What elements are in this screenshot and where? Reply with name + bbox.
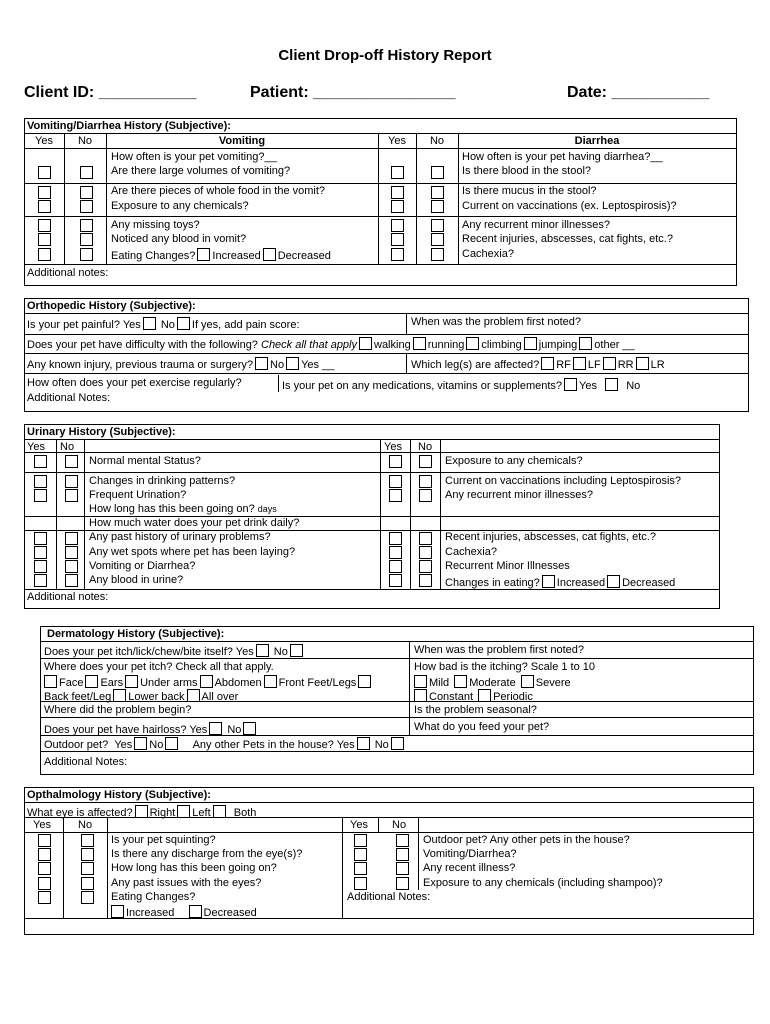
opt-yes-header: Yes <box>350 819 368 831</box>
uri-yes-checkbox[interactable] <box>389 532 402 545</box>
which-leg-label: Which leg(s) are affected? <box>411 359 540 371</box>
lf-checkbox[interactable] <box>573 357 586 370</box>
uri-question: Frequent Urination? <box>89 489 187 501</box>
dia-no-checkbox[interactable] <box>431 233 444 246</box>
opt-increased-checkbox[interactable] <box>111 905 124 918</box>
derm-notes-label: Additional Notes: <box>44 756 128 768</box>
injury-yes-checkbox[interactable] <box>286 357 299 370</box>
vom-yes-checkbox[interactable] <box>38 233 51 246</box>
increased-checkbox[interactable] <box>197 248 210 261</box>
dia-yes-checkbox[interactable] <box>391 166 404 179</box>
uri-howlong-row <box>89 503 277 516</box>
dia-question: Cachexia? <box>462 248 514 260</box>
uri-yes-checkbox[interactable] <box>34 475 47 488</box>
hairloss-label: Does your pet have hairloss? Yes <box>44 724 208 736</box>
uri-question: Normal mental Status? <box>89 455 201 467</box>
severe-label: Severe <box>535 677 571 689</box>
uri-question: Any blood in urine? <box>89 574 184 586</box>
uri-howlong-label: How long has this been going on? <box>89 503 255 515</box>
painful-no-checkbox[interactable] <box>177 317 190 330</box>
other-pets-no-label: No <box>374 739 389 751</box>
painful-yes-checkbox[interactable] <box>143 317 156 330</box>
vom-yes-checkbox[interactable] <box>38 200 51 213</box>
right-eye-label: Right <box>149 807 176 819</box>
vom-question: Noticed any blood in vomit? <box>111 233 247 245</box>
opt-yes-checkbox[interactable] <box>38 891 51 904</box>
periodic-label: Periodic <box>493 691 533 703</box>
painful-yes-label: Yes <box>122 319 141 331</box>
opt-no-checkbox[interactable] <box>396 862 409 875</box>
opt-no-checkbox[interactable] <box>81 848 94 861</box>
where-begin-label: Where did the problem begin? <box>44 704 192 716</box>
med-yes-checkbox[interactable] <box>564 378 577 391</box>
mild-label: Mild <box>429 677 450 689</box>
dia-no-checkbox[interactable] <box>431 166 444 179</box>
uri-no-checkbox[interactable] <box>419 560 432 573</box>
uri-right-question: Recent injuries, abscesses, cat fights, etc.? <box>445 531 656 543</box>
pain-score-label: If yes, add pain score: <box>191 319 300 331</box>
difficulty-row <box>27 337 635 352</box>
constant-label: Constant <box>429 691 474 703</box>
other-pets-yes-checkbox[interactable] <box>357 737 370 750</box>
uri-no-header: No <box>418 441 433 453</box>
vom-no-checkbox[interactable] <box>80 248 93 261</box>
opt-no-checkbox[interactable] <box>81 862 94 875</box>
running-label: running <box>427 339 465 351</box>
back-feet-checkbox[interactable] <box>113 689 126 702</box>
optha-notes-label: Additional Notes: <box>347 891 431 903</box>
uri-increased-label: Increased <box>556 577 606 589</box>
dia-question: Any recurrent minor illnesses? <box>462 219 610 231</box>
itch-label: Does your pet itch/lick/chew/bite itself? Yes <box>44 646 254 658</box>
derm-first-noted-label: When was the problem first noted? <box>414 644 584 656</box>
uri-no-checkbox[interactable] <box>65 532 78 545</box>
hairloss-row <box>44 722 258 737</box>
uri-eating-label: Changes in eating? <box>445 577 540 589</box>
uri-yes-checkbox[interactable] <box>34 546 47 559</box>
opt-yes-checkbox[interactable] <box>38 877 51 890</box>
increased-label: Increased <box>212 250 261 262</box>
optha-section-title: Opthalmology History (Subjective): <box>27 789 211 801</box>
vomiting-column-header: Vomiting <box>218 135 266 147</box>
uri-question: Changes in drinking patterns? <box>89 475 236 487</box>
opt-right-question: Outdoor pet? Any other pets in the house? <box>423 834 630 846</box>
vom-question: Are there large volumes of vomiting? <box>111 165 291 177</box>
opt-right-question: Any recent illness? <box>423 862 516 874</box>
uri-increased-checkbox[interactable] <box>542 575 555 588</box>
opt-no-checkbox[interactable] <box>396 848 409 861</box>
painful-row <box>27 317 300 332</box>
opt-yes-checkbox[interactable] <box>38 834 51 847</box>
constant-checkbox[interactable] <box>414 689 427 702</box>
opt-question: Any past issues with the eyes? <box>111 877 262 889</box>
moderate-label: Moderate <box>469 677 516 689</box>
first-noted-label: When was the problem first noted? <box>411 316 581 328</box>
uri-yes-header: Yes <box>384 441 402 453</box>
moderate-checkbox[interactable] <box>454 675 467 688</box>
opt-no-checkbox[interactable] <box>81 877 94 890</box>
lf-label: LF <box>587 359 601 371</box>
uri-right-question: Exposure to any chemicals? <box>445 455 583 467</box>
itch-yes-checkbox[interactable] <box>256 644 269 657</box>
diarrhea-column-header: Diarrhea <box>574 135 620 147</box>
opt-right-question: Vomiting/Diarrhea? <box>423 848 517 860</box>
itch-location-row-2 <box>44 689 238 704</box>
rr-checkbox[interactable] <box>603 357 616 370</box>
walking-label: walking <box>374 339 411 351</box>
decreased-label: Decreased <box>277 250 331 262</box>
vom-question: Any missing toys? <box>111 219 200 231</box>
medications-label: Is your pet on any medications, vitamins or supplements? <box>282 380 563 392</box>
dia-question: Current on vaccinations (ex. Leptospirosis)? <box>462 200 677 212</box>
outdoor-no-label: No <box>149 739 164 751</box>
ortho-section <box>24 298 749 412</box>
dia-no-header: No <box>429 135 445 147</box>
uri-yes-checkbox[interactable] <box>34 560 47 573</box>
lr-checkbox[interactable] <box>636 357 649 370</box>
outdoor-yes-label: Yes <box>114 739 133 751</box>
both-eyes-label: Both <box>233 807 257 819</box>
uri-decreased-checkbox[interactable] <box>607 575 620 588</box>
jumping-checkbox[interactable] <box>524 337 537 350</box>
dia-yes-checkbox[interactable] <box>391 248 404 261</box>
urinary-section-title: Urinary History (Subjective): <box>27 426 176 438</box>
back-feet-label: Back feet/Leg <box>44 691 112 703</box>
running-checkbox[interactable] <box>413 337 426 350</box>
uri-no-checkbox[interactable] <box>419 475 432 488</box>
uri-question: Any wet spots where pet has been laying? <box>89 546 296 558</box>
uri-yes-checkbox[interactable] <box>389 489 402 502</box>
vomiting-section-title: Vomiting/Diarrhea History (Subjective): <box>27 120 231 132</box>
severity-row <box>412 675 571 690</box>
page-title: Client Drop-off History Report <box>278 47 492 64</box>
under-arms-label: Under arms <box>140 677 198 689</box>
opt-yes-checkbox[interactable] <box>38 862 51 875</box>
ears-label: Ears <box>100 677 124 689</box>
dia-question: Is there blood in the stool? <box>462 165 592 177</box>
itch-row <box>44 644 305 659</box>
uri-no-checkbox[interactable] <box>419 532 432 545</box>
uri-decreased-label: Decreased <box>622 577 676 589</box>
uri-yes-checkbox[interactable] <box>34 574 47 587</box>
ortho-notes-label: Additional Notes: <box>27 392 111 404</box>
opt-no-checkbox[interactable] <box>81 834 94 847</box>
itch-no-checkbox[interactable] <box>290 644 303 657</box>
urinary-notes-label: Additional notes: <box>27 591 109 603</box>
outdoor-label: Outdoor pet? <box>44 739 109 751</box>
vom-question: How often is your pet vomiting?__ <box>111 151 277 163</box>
vomiting-notes-label: Additional notes: <box>27 267 109 279</box>
left-eye-label: Left <box>192 807 211 819</box>
opt-yes-checkbox[interactable] <box>354 848 367 861</box>
opt-decreased-checkbox[interactable] <box>189 905 202 918</box>
opt-no-header: No <box>392 819 407 831</box>
dia-yes-checkbox[interactable] <box>391 186 404 199</box>
uri-question: Any past history of urinary problems? <box>89 531 271 543</box>
climbing-label: climbing <box>481 339 522 351</box>
uri-question: How much water does your pet drink daily? <box>89 517 300 529</box>
opt-yes-checkbox[interactable] <box>354 877 367 890</box>
mild-checkbox[interactable] <box>414 675 427 688</box>
rf-label: RF <box>556 359 571 371</box>
dia-no-checkbox[interactable] <box>431 200 444 213</box>
hairloss-yes-checkbox[interactable] <box>209 722 222 735</box>
other-pets-label: Any other Pets in the house? Yes <box>192 739 355 751</box>
uri-no-header: No <box>60 441 75 453</box>
opt-yes-checkbox[interactable] <box>354 862 367 875</box>
vom-yes-header: Yes <box>35 135 53 147</box>
opt-yes-header: Yes <box>33 819 51 831</box>
which-leg-row <box>411 357 665 372</box>
uri-yes-checkbox[interactable] <box>34 532 47 545</box>
med-yes-label: Yes <box>579 380 597 392</box>
uri-question: Vomiting or Diarrhea? <box>89 560 196 572</box>
climbing-checkbox[interactable] <box>466 337 479 350</box>
frequency-row <box>412 689 533 704</box>
abdomen-label: Abdomen <box>214 677 262 689</box>
uri-right-question: Current on vaccinations including Leptospirosis? <box>445 475 682 487</box>
dia-question: Recent injuries, abscesses, cat fights, etc.? <box>462 233 673 245</box>
front-feet-extra-checkbox[interactable] <box>358 675 371 688</box>
opt-increased-label: Increased <box>126 907 175 919</box>
painful-no-label: No <box>160 319 175 331</box>
med-no-checkbox[interactable] <box>605 378 618 391</box>
uri-right-question: Recurrent Minor Illnesses <box>445 560 570 572</box>
vom-question: Are there pieces of whole food in the vomit? <box>111 185 326 197</box>
dia-yes-checkbox[interactable] <box>391 233 404 246</box>
vom-no-checkbox[interactable] <box>80 233 93 246</box>
patient-label: Patient: ________________ <box>250 84 456 101</box>
uri-no-checkbox[interactable] <box>65 560 78 573</box>
med-no-label: No <box>626 380 641 392</box>
outdoor-yes-checkbox[interactable] <box>134 737 147 750</box>
walking-checkbox[interactable] <box>359 337 372 350</box>
vom-no-header: No <box>77 135 93 147</box>
vom-question: Exposure to any chemicals? <box>111 200 249 212</box>
opt-no-checkbox[interactable] <box>396 877 409 890</box>
injury-yes-label: Yes __ <box>301 359 335 371</box>
opt-no-checkbox[interactable] <box>396 834 409 847</box>
lower-back-checkbox[interactable] <box>187 689 200 702</box>
how-bad-label: How bad is the itching? Scale 1 to 10 <box>414 661 596 673</box>
injury-row <box>27 357 334 372</box>
painful-label: Is your pet painful? <box>27 319 120 331</box>
decreased-checkbox[interactable] <box>263 248 276 261</box>
abdomen-checkbox[interactable] <box>200 675 213 688</box>
opt-question: Eating Changes? <box>111 891 196 903</box>
difficulty-label: Does your pet have difficulty with the following? <box>27 339 258 351</box>
dia-yes-header: Yes <box>388 135 406 147</box>
vom-no-checkbox[interactable] <box>80 166 93 179</box>
all-over-label: All over <box>201 691 239 703</box>
other-checkbox[interactable] <box>579 337 592 350</box>
uri-right-question: Any recurrent minor illnesses? <box>445 489 593 501</box>
uri-right-question: Cachexia? <box>445 546 497 558</box>
vom-no-checkbox[interactable] <box>80 200 93 213</box>
outdoor-no-checkbox[interactable] <box>165 737 178 750</box>
vom-yes-checkbox[interactable] <box>38 248 51 261</box>
under-arms-checkbox[interactable] <box>125 675 138 688</box>
opt-decreased-label: Decreased <box>203 907 257 919</box>
lr-label: LR <box>650 359 665 371</box>
uri-no-checkbox[interactable] <box>419 455 432 468</box>
dia-no-checkbox[interactable] <box>431 219 444 232</box>
severe-checkbox[interactable] <box>521 675 534 688</box>
dia-yes-checkbox[interactable] <box>391 219 404 232</box>
opt-eating-row <box>109 905 257 920</box>
uri-no-checkbox[interactable] <box>419 546 432 559</box>
dia-no-checkbox[interactable] <box>431 186 444 199</box>
injury-no-checkbox[interactable] <box>255 357 268 370</box>
uri-no-checkbox[interactable] <box>65 475 78 488</box>
outdoor-row <box>44 737 406 752</box>
client-id-label: Client ID: ___________ <box>24 84 197 101</box>
injury-no-label: No <box>270 359 285 371</box>
dia-no-checkbox[interactable] <box>431 248 444 261</box>
uri-no-checkbox[interactable] <box>65 489 78 502</box>
uri-no-checkbox[interactable] <box>65 574 78 587</box>
vom-yes-checkbox[interactable] <box>38 166 51 179</box>
uri-yes-checkbox[interactable] <box>389 560 402 573</box>
front-feet-checkbox[interactable] <box>264 675 277 688</box>
opt-no-checkbox[interactable] <box>81 891 94 904</box>
hairloss-no-checkbox[interactable] <box>243 722 256 735</box>
date-label: Date: ___________ <box>567 84 710 101</box>
uri-no-checkbox[interactable] <box>65 546 78 559</box>
uri-eating-row <box>445 575 675 590</box>
opt-question: How long has this been going on? <box>111 862 277 874</box>
uri-yes-checkbox[interactable] <box>389 574 402 587</box>
jumping-label: jumping <box>538 339 578 351</box>
uri-yes-checkbox[interactable] <box>34 489 47 502</box>
vom-no-checkbox[interactable] <box>80 186 93 199</box>
face-checkbox[interactable] <box>44 675 57 688</box>
periodic-checkbox[interactable] <box>478 689 491 702</box>
uri-no-checkbox[interactable] <box>419 574 432 587</box>
eye-affected-label: What eye is affected? <box>27 807 133 819</box>
front-feet-label: Front Feet/Legs <box>278 677 357 689</box>
itch-no-label: No <box>273 646 288 658</box>
exercise-label: How often does your pet exercise regularly? <box>27 377 242 389</box>
uri-yes-checkbox[interactable] <box>389 455 402 468</box>
uri-no-checkbox[interactable] <box>65 455 78 468</box>
eating-changes-label: Eating Changes? <box>111 250 196 262</box>
medications-row <box>282 378 640 393</box>
lower-back-label: Lower back <box>128 691 185 703</box>
dia-yes-checkbox[interactable] <box>391 200 404 213</box>
derm-section-title: Dermatology History (Subjective): <box>47 628 225 640</box>
opt-no-header: No <box>78 819 93 831</box>
injury-label: Any known injury, previous trauma or surgery? <box>27 359 254 371</box>
uri-yes-checkbox[interactable] <box>34 455 47 468</box>
days-label: days <box>257 504 277 514</box>
opt-yes-checkbox[interactable] <box>354 834 367 847</box>
itch-location-row-1 <box>42 675 373 690</box>
opt-yes-checkbox[interactable] <box>38 848 51 861</box>
other-pets-no-checkbox[interactable] <box>391 737 404 750</box>
vom-no-checkbox[interactable] <box>80 219 93 232</box>
uri-yes-checkbox[interactable] <box>389 475 402 488</box>
check-all-label: Check all that apply <box>261 339 357 351</box>
vom-yes-checkbox[interactable] <box>38 186 51 199</box>
derm-where-label: Where does your pet itch? Check all that apply. <box>44 661 274 673</box>
opt-question: Is your pet squinting? <box>111 834 216 846</box>
dia-question: Is there mucus in the stool? <box>462 185 597 197</box>
hairloss-no-label: No <box>227 724 242 736</box>
dia-question: How often is your pet having diarrhea?__ <box>462 151 663 163</box>
opt-question: Is there any discharge from the eye(s)? <box>111 848 303 860</box>
vom-eating-changes <box>111 248 331 263</box>
ears-checkbox[interactable] <box>85 675 98 688</box>
opt-right-question: Exposure to any chemicals (including shampoo)? <box>423 877 663 889</box>
vom-yes-checkbox[interactable] <box>38 219 51 232</box>
uri-yes-header: Yes <box>27 441 45 453</box>
rf-checkbox[interactable] <box>541 357 554 370</box>
ortho-section-title: Orthopedic History (Subjective): <box>27 300 196 312</box>
uri-no-checkbox[interactable] <box>419 489 432 502</box>
feed-label: What do you feed your pet? <box>414 721 550 733</box>
uri-yes-checkbox[interactable] <box>389 546 402 559</box>
other-label: other __ <box>594 339 635 351</box>
rr-label: RR <box>617 359 634 371</box>
face-label: Face <box>59 677 84 689</box>
seasonal-label: Is the problem seasonal? <box>414 704 537 716</box>
